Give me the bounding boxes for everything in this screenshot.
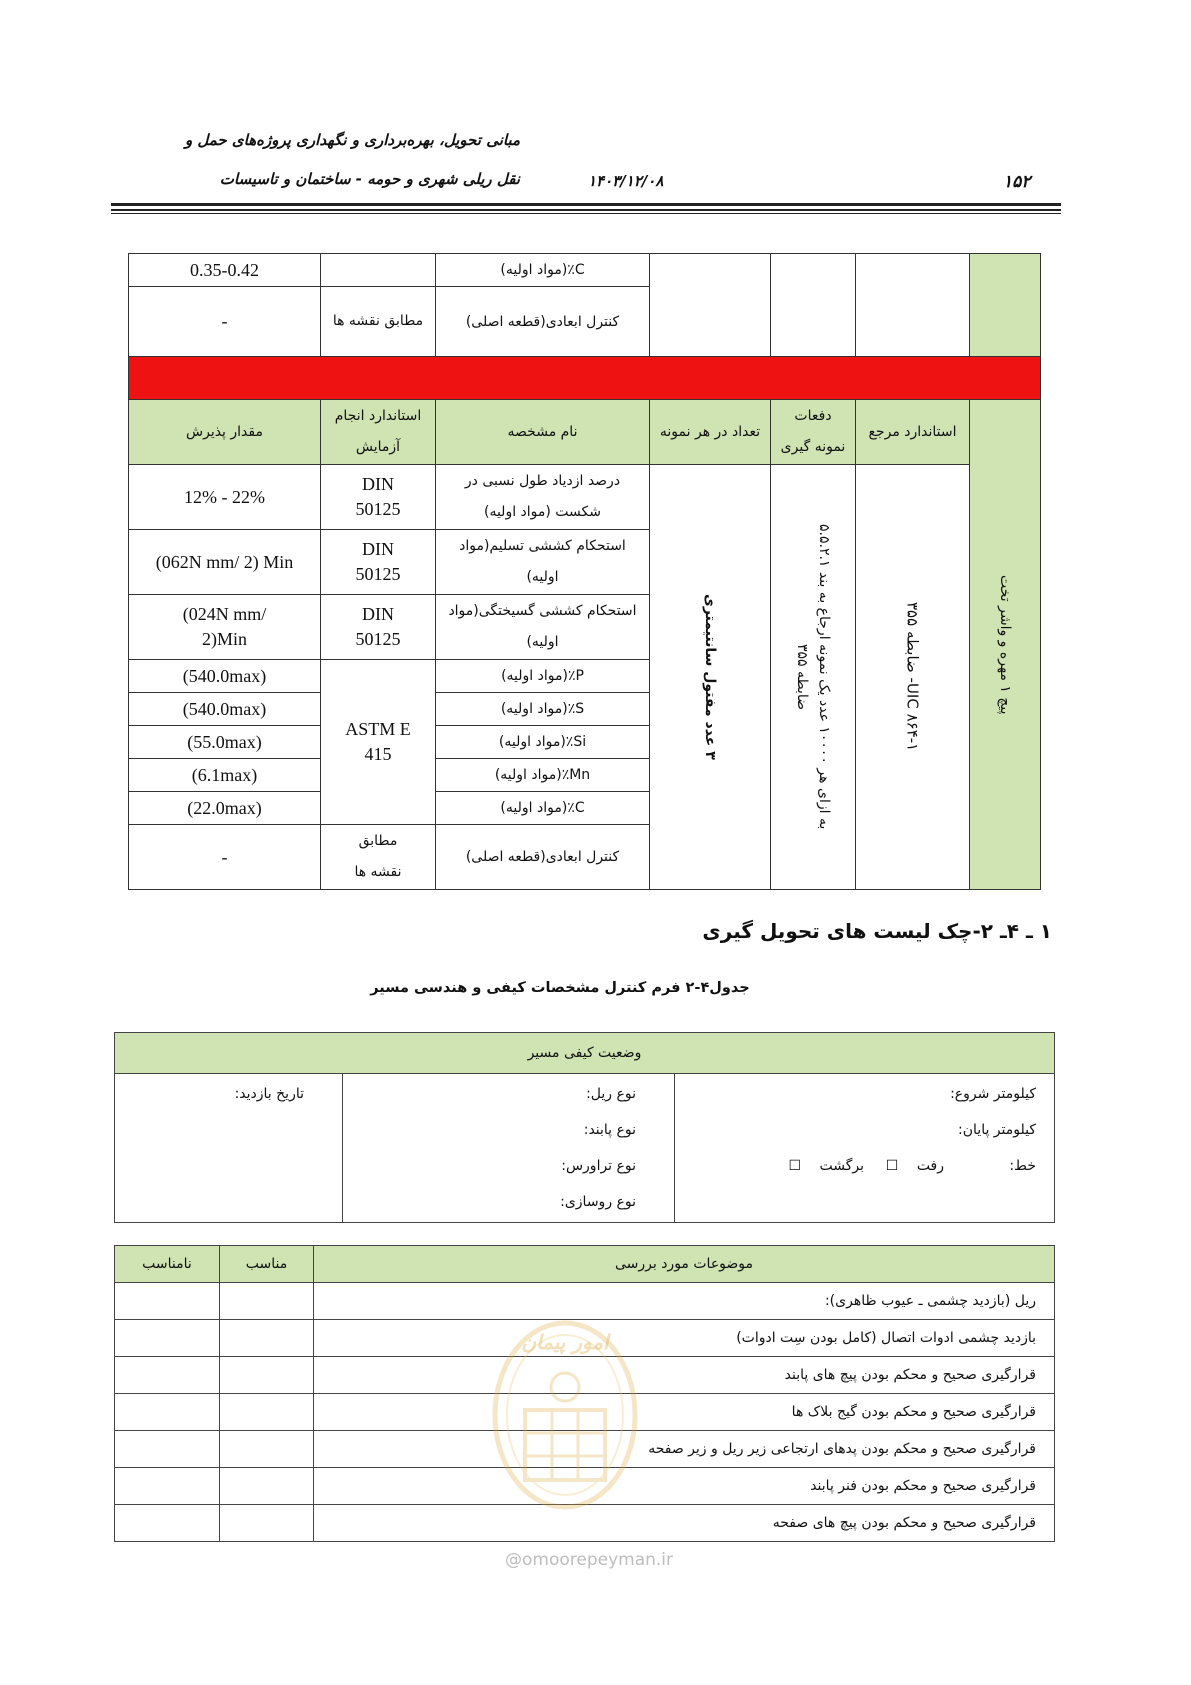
visit-date-label: تاریخ بازدید:: [234, 1086, 305, 1102]
header-title-line1: مبانی تحویل، بهره‌برداری و نگهداری پروژه‌های حمل و: [184, 131, 520, 149]
ok-cell[interactable]: [220, 1394, 314, 1431]
red-separator-bar: [129, 357, 1041, 400]
header-not-ok: نامناسب: [115, 1246, 220, 1283]
not-ok-cell[interactable]: [115, 1431, 220, 1468]
specification-table: [128, 253, 1041, 890]
end-km-label: کیلومتر پایان:: [958, 1122, 1037, 1138]
rail-type-label: نوع ریل:: [586, 1086, 637, 1102]
outbound-checkbox[interactable]: ☐: [885, 1158, 899, 1174]
route-status-title: وضعیت کیفی مسیر: [115, 1033, 1055, 1074]
sleeper-type-label: نوع تراورس:: [561, 1158, 637, 1174]
header-reference-standard: استاندارد مرجع: [856, 400, 970, 465]
checklist-topic: قرارگیری صحیح و محکم بودن پیچ های صفحه: [314, 1505, 1055, 1542]
page-number: ۱۵۲: [1003, 172, 1031, 192]
not-ok-cell[interactable]: [115, 1505, 220, 1542]
sample-count-cell: [650, 254, 771, 357]
outbound-label: رفت: [916, 1158, 945, 1174]
spec-name-cell: استحکام کششی گسیختگی(مواد اولیه): [436, 595, 650, 660]
table-row: [115, 1283, 1055, 1320]
header-spec-name: نام مشخصه: [436, 400, 650, 465]
visit-date-cell: [115, 1074, 343, 1223]
acceptance-cell: (024N mm/ 2)Min: [129, 595, 321, 660]
ok-cell[interactable]: [220, 1320, 314, 1357]
not-ok-cell[interactable]: [115, 1357, 220, 1394]
spec-name-cell: C٪(مواد اولیه): [436, 792, 650, 825]
line-option-return[interactable]: [788, 1150, 864, 1182]
ok-cell[interactable]: [220, 1468, 314, 1505]
checklist-topic: قرارگیری صحیح و محکم بودن پیچ های پابند: [314, 1357, 1055, 1394]
return-checkbox[interactable]: ☐: [788, 1158, 802, 1174]
route-km-cell: [675, 1074, 1055, 1223]
spec-name-cell: S٪(مواد اولیه): [436, 693, 650, 726]
item-name-text: پیچ ۱ مهره و واشر تخت: [997, 574, 1013, 715]
acceptance-cell: -: [129, 825, 321, 890]
checklist-topic: قرارگیری صحیح و محکم بودن گیج بلاک ها: [314, 1394, 1055, 1431]
header-sample-count: تعداد در هر نمونه: [650, 400, 771, 465]
route-status-form: [114, 1032, 1055, 1223]
item-name-cell: [970, 400, 1041, 890]
spec-name-cell: استحکام کششی تسلیم(مواد اولیه): [436, 530, 650, 595]
header-acceptance: مقدار پذیرش: [129, 400, 321, 465]
ok-cell[interactable]: [220, 1283, 314, 1320]
header-title-line2: نقل ریلی شهری و حومه - ساختمان و تاسیسات: [219, 170, 520, 188]
spec-name-cell: Si٪(مواد اولیه): [436, 726, 650, 759]
acceptance-cell: (22.0max): [129, 792, 321, 825]
checklist-topic: قرارگیری صحیح و محکم بودن فنر پابند: [314, 1468, 1055, 1505]
test-standard-cell: مطابق نقشه ها: [321, 287, 436, 357]
header-rule-thin2: [111, 213, 1061, 214]
ok-cell[interactable]: [220, 1505, 314, 1542]
reference-standard-text: UIC ۸۶۴-۱- ضابطه ۳۵۵: [903, 602, 922, 752]
sampling-frequency-text: به ازای هر ۱۰۰۰۰ عدد یک نمونه ارجاع به بند ۵.۵.۲.۱ ضابطه ۳۵۵: [794, 524, 832, 830]
acceptance-cell: (540.0max): [129, 660, 321, 693]
line-option-outbound[interactable]: [886, 1150, 944, 1182]
spec-name-cell: P٪(مواد اولیه): [436, 660, 650, 693]
checklist-topic: بازدید چشمی ادوات اتصال (کامل بودن سِت ادوات): [314, 1320, 1055, 1357]
return-label: برگشت: [819, 1158, 865, 1174]
not-ok-cell[interactable]: [115, 1283, 220, 1320]
test-standard-cell: DIN 50125: [321, 595, 436, 660]
sampling-frequency-cell: [771, 465, 856, 890]
test-standard-cell: DIN 50125: [321, 465, 436, 530]
checklist-topic: ریل (بازدید چشمی ـ عیوب ظاهری):: [314, 1283, 1055, 1320]
test-standard-cell: مطابق نقشه ها: [321, 825, 436, 890]
section-title: ۱ ـ ۴ـ ۲-چک لیست های تحویل گیری: [702, 919, 1052, 943]
acceptance-cell: (6.1max): [129, 759, 321, 792]
watermark-url: @omoorepeyman.ir: [505, 1550, 674, 1570]
spec-name-cell: C٪(مواد اولیه): [436, 254, 650, 287]
spec-name-cell: کنترل ابعادی(قطعه اصلی): [436, 287, 650, 357]
header-rule-thick: [111, 203, 1061, 206]
ok-cell[interactable]: [220, 1357, 314, 1394]
start-km-label: کیلومتر شروع:: [950, 1086, 1037, 1102]
ok-cell[interactable]: [220, 1431, 314, 1468]
line-label: خط:: [1009, 1158, 1037, 1174]
acceptance-cell: 0.35-0.42: [129, 254, 321, 287]
acceptance-cell: 12% - 22%: [129, 465, 321, 530]
acceptance-cell: (540.0max): [129, 693, 321, 726]
sampling-frequency-cell: [771, 254, 856, 357]
header-test-standard: استاندارد انجام آزمایش: [321, 400, 436, 465]
header-date: ۱۴۰۳/۱۲/۰۸: [588, 172, 664, 190]
test-standard-cell: [321, 254, 436, 287]
test-standard-cell: DIN 50125: [321, 530, 436, 595]
not-ok-cell[interactable]: [115, 1394, 220, 1431]
spec-name-cell: کنترل ابعادی(قطعه اصلی): [436, 825, 650, 890]
superstructure-type-label: نوع روسازی:: [560, 1194, 637, 1210]
fastening-type-label: نوع پابند:: [583, 1122, 637, 1138]
route-type-cell: [343, 1074, 675, 1223]
acceptance-cell: -: [129, 287, 321, 357]
reference-standard-cell: [856, 254, 970, 357]
header-sampling-frequency: دفعات نمونه گیری: [771, 400, 856, 465]
item-cell: [970, 254, 1041, 357]
spec-table-header-row: [129, 400, 1041, 465]
spec-name-cell: درصد ازدیاد طول نسبی در شکست (مواد اولیه): [436, 465, 650, 530]
sample-count-text: ۳ عدد مفتول سانتیمتری: [702, 594, 718, 760]
line-field: [675, 1150, 1054, 1186]
not-ok-cell[interactable]: [115, 1468, 220, 1505]
header-topic: موضوعات مورد بررسی: [314, 1246, 1055, 1283]
reference-standard-cell: [856, 465, 970, 890]
checklist-topic: قرارگیری صحیح و محکم بودن پدهای ارتجاعی زیر ریل و زیر صفحه: [314, 1431, 1055, 1468]
sample-count-cell: [650, 465, 771, 890]
table-caption: جدول۴-۲ فرم کنترل مشخصات کیفی و هندسی مسیر: [370, 980, 750, 996]
not-ok-cell[interactable]: [115, 1320, 220, 1357]
watermark-logo-text: امور پیمان: [521, 1330, 609, 1354]
header-ok: مناسب: [220, 1246, 314, 1283]
acceptance-cell: (55.0max): [129, 726, 321, 759]
header-rule-thin: [111, 209, 1061, 211]
checklist-header-row: [115, 1246, 1055, 1283]
spec-name-cell: Mn٪(مواد اولیه): [436, 759, 650, 792]
test-standard-cell: ASTM E 415: [321, 660, 436, 825]
acceptance-cell: (062N mm/ 2) Min: [129, 530, 321, 595]
